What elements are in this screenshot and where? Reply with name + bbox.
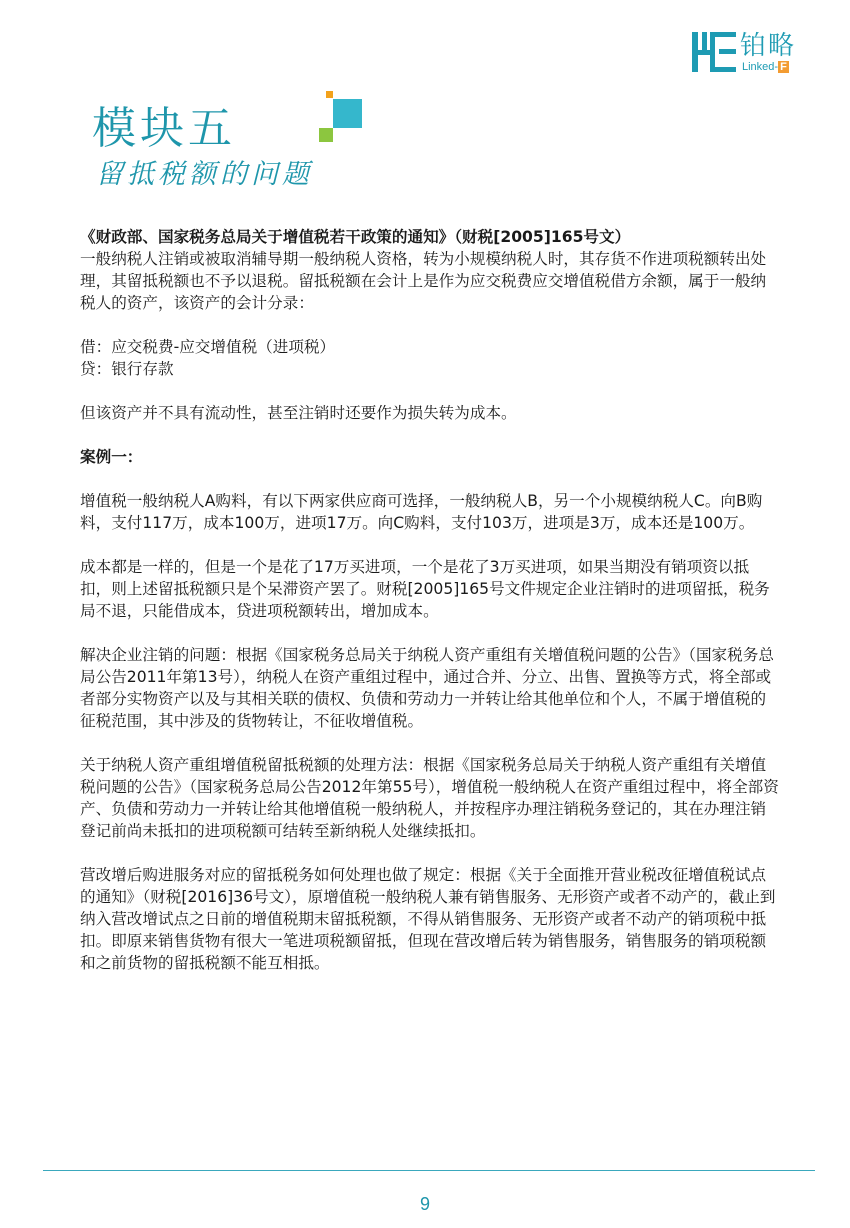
journal-debit: 借：应交税费-应交增值税（进项税） [80,338,336,356]
brand-logo [692,32,812,74]
document-body [80,226,780,974]
paragraph: 营改增后购进服务对应的留抵税务如何处理也做了规定：根据《关于全面推开营业税改征增值税试点的通知》（财税[2016]36号文），原增值税一般纳税人兼有销售服务、无形资产或者不动产的，截止到纳入营改增试点之日前的增值税期末留抵税额，不得从销售服务、无形资产或者不动产的销项税中抵扣。即原来销售货物有很大一笔进项税额留抵，但现在营改增后转为销售服务，销售服务的销项税额和之前货物的留抵税额不能互相抵。 [80,866,776,972]
logo-name-en-suffix: F [780,61,787,73]
logo-name-en-prefix: Linked- [742,61,779,73]
document-heading: 《财政部、国家税务总局关于增值税若干政策的通知》（财税[2005]165号文） [80,228,631,246]
paragraph: 解决企业注销的问题：根据《国家税务总局关于纳税人资产重组有关增值税问题的公告》（国家税务总局公告2011年第13号），纳税人在资产重组过程中，通过合并、分立、出售、置换等方式，将全部或者部分实物资产以及与其相关联的债权、负债和劳动力一并转让给其他单位和个人，不属于增值税的征税范围，其中涉及的货物转让，不征收增值税。 [80,646,774,730]
decor-square-orange [326,91,333,98]
paragraph: 但该资产并不具有流动性，甚至注销时还要作为损失转为成本。 [80,404,517,422]
paragraph: 成本都是一样的，但是一个是花了17万买进项，一个是花了3万买进项，如果当期没有销项资以抵扣，则上述留抵税额只是个呆滞资产罢了。财税[2005]165号文件规定企业注销时的进项留抵，税务局不退，只能借成本，贷进项税额转出，增加成本。 [80,558,770,620]
paragraph: 增值税一般纳税人A购料，有以下两家供应商可选择，一般纳税人B，另一个小规模纳税人C。向B购料，支付117万，成本100万，进项17万。向C购料，支付103万，进项是3万，成本还是100万。 [80,492,763,532]
decor-square-green [319,128,333,142]
footer-divider [43,1170,815,1171]
paragraph: 一般纳税人注销或被取消辅导期一般纳税人资格，转为小规模纳税人时，其存货不作进项税额转出处理，其留抵税额也不予以退税。留抵税额在会计上是作为应交税费应交增值税借方余额，属于一般纳税人的资产，该资产的会计分录： [80,250,767,312]
logo-name-cn: 铂略 [740,31,797,61]
case-heading: 案例一： [80,448,143,466]
paragraph: 关于纳税人资产重组增值税留抵税额的处理方法：根据《国家税务总局关于纳税人资产重组有关增值税问题的公告》（国家税务总局公告2012年第55号），增值税一般纳税人在资产重组过程中，将全部资产、负债和劳动力一并转让给其他增值税一般纳税人，并按程序办理注销税务登记的，其在办理注销登记前尚未抵扣的进项税额可结转至新纳税人处继续抵扣。 [80,756,779,840]
page-number: 9 [419,1194,430,1214]
logo-name-en [742,61,789,73]
module-title: 模块五 [92,103,236,154]
journal-credit: 贷：银行存款 [80,360,174,378]
module-subtitle: 留抵税额的问题 [96,159,313,190]
decor-square-cyan [333,99,362,128]
logo-mark-icon [692,32,736,72]
